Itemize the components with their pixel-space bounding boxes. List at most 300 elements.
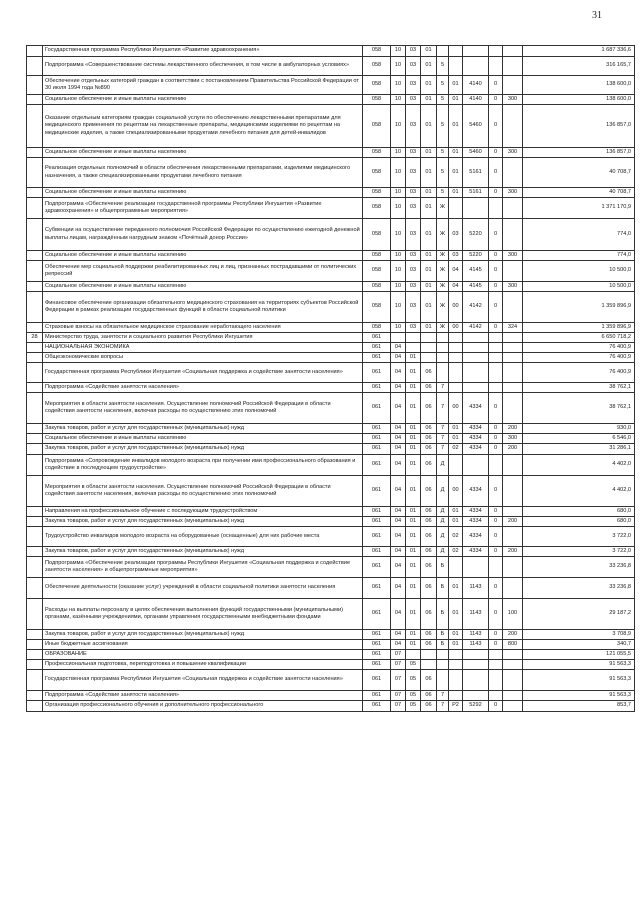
subsection-code: 01 xyxy=(406,630,421,640)
activity-code: 01 xyxy=(449,158,463,188)
row-number xyxy=(27,219,43,251)
row-name: Профессиональная подготовка, переподготовка и повышение квалификации xyxy=(43,660,363,670)
table-row xyxy=(27,547,635,557)
row-name: Закупка товаров, работ и услуг для государственных (муниципальных) нужд xyxy=(43,517,363,527)
row-amount: 40 708,7 xyxy=(523,188,635,198)
row-amount: 1 359 896,9 xyxy=(523,292,635,323)
subprogram-code: Д xyxy=(437,455,449,476)
ministry-code: 058 xyxy=(363,219,391,251)
activity-code xyxy=(449,363,463,383)
sub-direction-code: 0 xyxy=(489,444,503,455)
section-code: 04 xyxy=(391,547,406,557)
activity-code: 01 xyxy=(449,105,463,148)
row-number xyxy=(27,282,43,292)
subprogram-code xyxy=(437,650,449,660)
table-row xyxy=(27,251,635,261)
table-row xyxy=(27,424,635,434)
expense-type-code xyxy=(503,198,523,219)
section-code: 10 xyxy=(391,46,406,57)
activity-code: 01 xyxy=(449,630,463,640)
section-code xyxy=(391,333,406,343)
program-code: 06 xyxy=(421,547,437,557)
program-code: 01 xyxy=(421,46,437,57)
expense-type-code xyxy=(503,353,523,363)
row-amount: 76 400,9 xyxy=(523,353,635,363)
activity-code xyxy=(449,557,463,578)
subprogram-code: Ж xyxy=(437,282,449,292)
activity-code: 02 xyxy=(449,444,463,455)
row-name: Государственная программа Республики Ингушетия «Социальная поддержка и содействие занятости населения» xyxy=(43,363,363,383)
section-code: 04 xyxy=(391,353,406,363)
subprogram-code: Б xyxy=(437,640,449,650)
direction-code xyxy=(463,650,489,660)
activity-code: 01 xyxy=(449,578,463,599)
row-name: Подпрограмма «Содействие занятости населения» xyxy=(43,691,363,701)
row-number xyxy=(27,158,43,188)
program-code: 06 xyxy=(421,691,437,701)
activity-code xyxy=(449,333,463,343)
row-number xyxy=(27,578,43,599)
row-amount: 1 687 336,6 xyxy=(523,46,635,57)
subprogram-code: 5 xyxy=(437,105,449,148)
row-number xyxy=(27,198,43,219)
row-amount: 10 500,0 xyxy=(523,282,635,292)
activity-code: 00 xyxy=(449,476,463,507)
subprogram-code: Д xyxy=(437,547,449,557)
expense-type-code: 300 xyxy=(503,434,523,444)
subsection-code: 03 xyxy=(406,261,421,282)
section-code: 04 xyxy=(391,444,406,455)
sub-direction-code: 0 xyxy=(489,578,503,599)
expense-type-code: 300 xyxy=(503,188,523,198)
program-code: 01 xyxy=(421,148,437,158)
row-name: Государственная программа Республики Ингушетия «Социальная поддержка и содействие занятости населения» xyxy=(43,670,363,691)
program-code: 06 xyxy=(421,517,437,527)
direction-code xyxy=(463,660,489,670)
subprogram-code: Ж xyxy=(437,261,449,282)
program-code: 06 xyxy=(421,393,437,424)
direction-code: 1143 xyxy=(463,640,489,650)
direction-code xyxy=(463,198,489,219)
section-code: 10 xyxy=(391,251,406,261)
section-code: 10 xyxy=(391,188,406,198)
subprogram-code: Д xyxy=(437,507,449,517)
row-number xyxy=(27,363,43,383)
table-row xyxy=(27,691,635,701)
row-number xyxy=(27,630,43,640)
table-row xyxy=(27,507,635,517)
row-number xyxy=(27,517,43,527)
row-name: НАЦИОНАЛЬНАЯ ЭКОНОМИКА xyxy=(43,343,363,353)
subprogram-code: 7 xyxy=(437,383,449,393)
row-number xyxy=(27,292,43,323)
ministry-code: 058 xyxy=(363,251,391,261)
section-code: 04 xyxy=(391,599,406,630)
program-code: 06 xyxy=(421,599,437,630)
ministry-code: 061 xyxy=(363,476,391,507)
expense-type-code xyxy=(503,76,523,95)
row-name: Подпрограмма «Обеспечение реализации государственной программы Республики Ингушетия «Развитие здравоохранения» и общепрограммные мероприятия» xyxy=(43,198,363,219)
row-number xyxy=(27,95,43,105)
row-name: Закупка товаров, работ и услуг для государственных (муниципальных) нужд xyxy=(43,424,363,434)
sub-direction-code: 0 xyxy=(489,393,503,424)
row-name: Социальное обеспечение и иные выплаты населению xyxy=(43,251,363,261)
row-name: Страховые взносы на обязательное медицинское страхование неработающего населения xyxy=(43,323,363,333)
row-name: Подпрограмма «Обеспечение реализации программы Республики Ингушетия «Социальная поддержка и содействие занятости населения» и общепрограммные мероприятия» xyxy=(43,557,363,578)
subprogram-code: 5 xyxy=(437,57,449,76)
activity-code: 00 xyxy=(449,323,463,333)
ministry-code: 058 xyxy=(363,282,391,292)
row-name: Реализация отдельных полномочий в области обеспечения лекарственными препаратами, изделиями медицинского назначения, а также специализированными продуктами лечебного питания xyxy=(43,158,363,188)
direction-code xyxy=(463,691,489,701)
row-amount: 38 762,1 xyxy=(523,393,635,424)
section-code: 04 xyxy=(391,455,406,476)
activity-code: 01 xyxy=(449,507,463,517)
row-amount: 10 500,0 xyxy=(523,261,635,282)
sub-direction-code xyxy=(489,383,503,393)
ministry-code: 061 xyxy=(363,640,391,650)
subsection-code: 01 xyxy=(406,599,421,630)
direction-code: 4140 xyxy=(463,76,489,95)
program-code: 06 xyxy=(421,455,437,476)
section-code: 10 xyxy=(391,219,406,251)
activity-code: 01 xyxy=(449,434,463,444)
activity-code: 00 xyxy=(449,292,463,323)
program-code: 01 xyxy=(421,261,437,282)
table-row xyxy=(27,158,635,188)
program-code: 06 xyxy=(421,507,437,517)
row-name: Социальное обеспечение и иные выплаты населению xyxy=(43,95,363,105)
section-code: 04 xyxy=(391,527,406,547)
ministry-code: 058 xyxy=(363,323,391,333)
row-number xyxy=(27,599,43,630)
row-number xyxy=(27,76,43,95)
subprogram-code xyxy=(437,333,449,343)
row-name: Направления на профессиональное обучение с последующим трудоустройством xyxy=(43,507,363,517)
row-amount: 138 600,0 xyxy=(523,76,635,95)
row-name: Социальное обеспечение и иные выплаты населению xyxy=(43,282,363,292)
expense-type-code xyxy=(503,393,523,424)
expense-type-code xyxy=(503,670,523,691)
section-code: 10 xyxy=(391,76,406,95)
direction-code xyxy=(463,670,489,691)
expense-type-code: 200 xyxy=(503,517,523,527)
subprogram-code xyxy=(437,46,449,57)
sub-direction-code xyxy=(489,691,503,701)
subsection-code xyxy=(406,343,421,353)
row-amount: 316 165,7 xyxy=(523,57,635,76)
direction-code: 1143 xyxy=(463,630,489,640)
table-row xyxy=(27,517,635,527)
table-row xyxy=(27,343,635,353)
activity-code: 01 xyxy=(449,517,463,527)
row-amount: 138 600,0 xyxy=(523,95,635,105)
ministry-code: 061 xyxy=(363,599,391,630)
subsection-code: 01 xyxy=(406,557,421,578)
sub-direction-code xyxy=(489,46,503,57)
sub-direction-code xyxy=(489,650,503,660)
row-name: Закупка товаров, работ и услуг для государственных (муниципальных) нужд xyxy=(43,444,363,455)
section-code: 07 xyxy=(391,660,406,670)
expense-type-code xyxy=(503,557,523,578)
section-code: 04 xyxy=(391,476,406,507)
expense-type-code: 200 xyxy=(503,444,523,455)
expense-type-code xyxy=(503,363,523,383)
activity-code xyxy=(449,691,463,701)
row-name: Подпрограмма «Совершенствование системы лекарственного обеспечения, в том числе в амбулаторных условиях» xyxy=(43,57,363,76)
row-amount: 6 650 718,2 xyxy=(523,333,635,343)
program-code: 06 xyxy=(421,434,437,444)
expense-type-code xyxy=(503,507,523,517)
sub-direction-code: 0 xyxy=(489,599,503,630)
direction-code: 4145 xyxy=(463,282,489,292)
activity-code xyxy=(449,670,463,691)
expense-type-code: 200 xyxy=(503,424,523,434)
ministry-code: 061 xyxy=(363,333,391,343)
table-row xyxy=(27,57,635,76)
section-code: 10 xyxy=(391,148,406,158)
row-name: Подпрограмма «Сопровождение инвалидов молодого возраста при получении ими профессионального образования и содействие в последующем трудоустройстве» xyxy=(43,455,363,476)
section-code: 04 xyxy=(391,434,406,444)
row-name: Государственная программа Республики Ингушетия «Развитие здравоохранения» xyxy=(43,46,363,57)
sub-direction-code: 0 xyxy=(489,434,503,444)
program-code xyxy=(421,343,437,353)
table-row xyxy=(27,557,635,578)
row-name: Закупка товаров, работ и услуг для государственных (муниципальных) нужд xyxy=(43,630,363,640)
subsection-code: 01 xyxy=(406,476,421,507)
table-row xyxy=(27,333,635,343)
ministry-code: 061 xyxy=(363,527,391,547)
direction-code: 5460 xyxy=(463,105,489,148)
row-number xyxy=(27,527,43,547)
subprogram-code xyxy=(437,363,449,383)
subprogram-code: 7 xyxy=(437,434,449,444)
section-code: 04 xyxy=(391,424,406,434)
program-code: 06 xyxy=(421,363,437,383)
subsection-code: 05 xyxy=(406,691,421,701)
direction-code: 5161 xyxy=(463,158,489,188)
program-code: 06 xyxy=(421,640,437,650)
activity-code: 04 xyxy=(449,282,463,292)
row-amount: 853,7 xyxy=(523,701,635,712)
section-code: 10 xyxy=(391,261,406,282)
row-name: ОБРАЗОВАНИЕ xyxy=(43,650,363,660)
subsection-code: 01 xyxy=(406,444,421,455)
activity-code xyxy=(449,660,463,670)
row-number xyxy=(27,251,43,261)
row-amount: 680,0 xyxy=(523,507,635,517)
section-code: 07 xyxy=(391,691,406,701)
row-name: Обеспечение мер социальной поддержки реабилитированных лиц и лиц, признанных пострадавшими от политических репрессий xyxy=(43,261,363,282)
direction-code: 4334 xyxy=(463,507,489,517)
program-code xyxy=(421,650,437,660)
expense-type-code xyxy=(503,105,523,148)
sub-direction-code xyxy=(489,670,503,691)
section-code: 10 xyxy=(391,105,406,148)
subsection-code: 03 xyxy=(406,292,421,323)
direction-code: 5220 xyxy=(463,219,489,251)
direction-code: 4142 xyxy=(463,292,489,323)
section-code: 10 xyxy=(391,292,406,323)
activity-code: 02 xyxy=(449,547,463,557)
subsection-code: 03 xyxy=(406,251,421,261)
subprogram-code: Ж xyxy=(437,292,449,323)
subprogram-code: Б xyxy=(437,599,449,630)
section-code: 04 xyxy=(391,393,406,424)
sub-direction-code: 0 xyxy=(489,282,503,292)
expense-type-code xyxy=(503,578,523,599)
subsection-code: 03 xyxy=(406,95,421,105)
direction-code xyxy=(463,343,489,353)
row-number xyxy=(27,393,43,424)
program-code xyxy=(421,353,437,363)
ministry-code: 061 xyxy=(363,343,391,353)
row-number xyxy=(27,444,43,455)
sub-direction-code: 0 xyxy=(489,323,503,333)
ministry-code: 061 xyxy=(363,547,391,557)
sub-direction-code xyxy=(489,198,503,219)
ministry-code: 058 xyxy=(363,158,391,188)
table-body xyxy=(27,46,635,712)
subsection-code xyxy=(406,333,421,343)
sub-direction-code: 0 xyxy=(489,158,503,188)
sub-direction-code xyxy=(489,660,503,670)
expense-type-code: 324 xyxy=(503,323,523,333)
subprogram-code: Б xyxy=(437,557,449,578)
subprogram-code xyxy=(437,343,449,353)
ministry-code: 058 xyxy=(363,261,391,282)
expense-type-code xyxy=(503,660,523,670)
row-number: 28 xyxy=(27,333,43,343)
row-name: Иные бюджетные ассигнования xyxy=(43,640,363,650)
activity-code xyxy=(449,383,463,393)
row-amount: 4 402,0 xyxy=(523,476,635,507)
ministry-code: 058 xyxy=(363,95,391,105)
subsection-code xyxy=(406,650,421,660)
direction-code: 5292 xyxy=(463,701,489,712)
row-amount: 91 563,3 xyxy=(523,691,635,701)
activity-code: 03 xyxy=(449,219,463,251)
sub-direction-code: 0 xyxy=(489,476,503,507)
activity-code xyxy=(449,198,463,219)
activity-code: 01 xyxy=(449,640,463,650)
subsection-code: 03 xyxy=(406,188,421,198)
ministry-code: 061 xyxy=(363,701,391,712)
row-name: Подпрограмма «Содействие занятости населения» xyxy=(43,383,363,393)
direction-code: 4334 xyxy=(463,547,489,557)
row-number xyxy=(27,507,43,517)
ministry-code: 061 xyxy=(363,383,391,393)
expense-type-code xyxy=(503,333,523,343)
ministry-code: 061 xyxy=(363,578,391,599)
program-code: 06 xyxy=(421,383,437,393)
sub-direction-code xyxy=(489,333,503,343)
program-code: 06 xyxy=(421,578,437,599)
row-name: Закупка товаров, работ и услуг для государственных (муниципальных) нужд xyxy=(43,547,363,557)
row-number xyxy=(27,547,43,557)
expense-type-code xyxy=(503,691,523,701)
subsection-code: 01 xyxy=(406,517,421,527)
expense-type-code xyxy=(503,219,523,251)
direction-code: 4334 xyxy=(463,424,489,434)
ministry-code: 061 xyxy=(363,660,391,670)
expense-type-code: 300 xyxy=(503,148,523,158)
program-code: 01 xyxy=(421,251,437,261)
row-number xyxy=(27,640,43,650)
ministry-code: 061 xyxy=(363,393,391,424)
row-number xyxy=(27,424,43,434)
expense-type-code xyxy=(503,701,523,712)
table-row xyxy=(27,455,635,476)
direction-code: 4334 xyxy=(463,393,489,424)
section-code: 10 xyxy=(391,282,406,292)
subsection-code: 03 xyxy=(406,148,421,158)
direction-code xyxy=(463,383,489,393)
section-code: 04 xyxy=(391,557,406,578)
sub-direction-code: 0 xyxy=(489,148,503,158)
ministry-code: 058 xyxy=(363,292,391,323)
table-row xyxy=(27,353,635,363)
subprogram-code: 7 xyxy=(437,444,449,455)
row-number xyxy=(27,261,43,282)
program-code xyxy=(421,333,437,343)
sub-direction-code xyxy=(489,343,503,353)
row-amount: 91 563,3 xyxy=(523,660,635,670)
subsection-code: 01 xyxy=(406,527,421,547)
row-amount: 1 359 896,9 xyxy=(523,323,635,333)
program-code: 06 xyxy=(421,527,437,547)
subprogram-code: 7 xyxy=(437,393,449,424)
row-number xyxy=(27,455,43,476)
ministry-code: 061 xyxy=(363,353,391,363)
sub-direction-code: 0 xyxy=(489,507,503,517)
direction-code: 4334 xyxy=(463,527,489,547)
table-row xyxy=(27,46,635,57)
subprogram-code: Ж xyxy=(437,219,449,251)
row-number xyxy=(27,691,43,701)
program-code: 06 xyxy=(421,557,437,578)
table-row xyxy=(27,323,635,333)
sub-direction-code xyxy=(489,557,503,578)
program-code: 06 xyxy=(421,424,437,434)
activity-code: 00 xyxy=(449,393,463,424)
sub-direction-code: 0 xyxy=(489,527,503,547)
expense-type-code xyxy=(503,261,523,282)
expense-type-code xyxy=(503,57,523,76)
row-amount: 3 722,0 xyxy=(523,527,635,547)
ministry-code: 058 xyxy=(363,46,391,57)
section-code: 10 xyxy=(391,198,406,219)
row-name: Расходы на выплаты персоналу в целях обеспечения выполнения функций государственными (муниципальными) органами, казёнными учреждениями, органами управления государственными внебюджетными фондами xyxy=(43,599,363,630)
ministry-code: 058 xyxy=(363,76,391,95)
row-name: Социальное обеспечение и иные выплаты населению xyxy=(43,148,363,158)
sub-direction-code: 0 xyxy=(489,76,503,95)
subprogram-code: Д xyxy=(437,527,449,547)
direction-code: 4145 xyxy=(463,261,489,282)
section-code: 04 xyxy=(391,517,406,527)
section-code: 10 xyxy=(391,57,406,76)
table-row xyxy=(27,670,635,691)
subsection-code: 03 xyxy=(406,76,421,95)
row-number xyxy=(27,701,43,712)
row-number xyxy=(27,557,43,578)
row-amount: 680,0 xyxy=(523,517,635,527)
ministry-code: 061 xyxy=(363,670,391,691)
table-row xyxy=(27,660,635,670)
row-amount: 774,0 xyxy=(523,251,635,261)
subprogram-code: Б xyxy=(437,630,449,640)
row-name: Трудоустройство инвалидов молодого возраста на оборудованные (оснащенные) для них рабочие места xyxy=(43,527,363,547)
